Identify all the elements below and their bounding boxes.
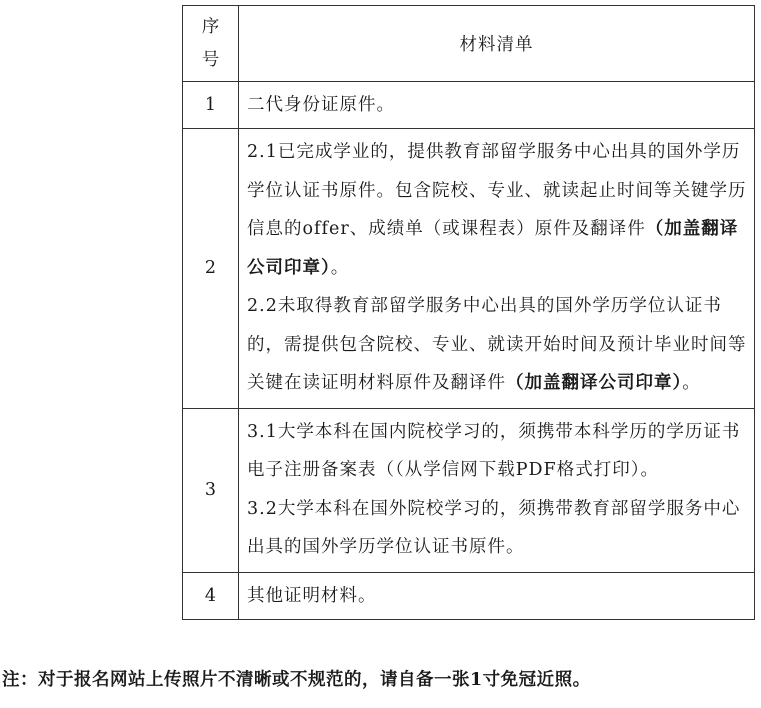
- material-text-end: 。: [682, 373, 701, 393]
- header-serial-line2: 号: [201, 49, 220, 70]
- material-item-3-1: 3.1大学本科在国内院校学习的，须携带本科学历的学历证书电子注册备案表（（从学信网下载PDF格式打印）。: [247, 421, 741, 480]
- row-number: 3: [183, 408, 239, 572]
- header-serial-number: [183, 6, 239, 82]
- material-text: 2.2未取得教育部留学服务中心出具的国外学历学位认证书的，需提供包含院校、专业、就读开始时间及预计毕业时间等关键在读证明材料原件及翻译件: [247, 296, 747, 393]
- row-material: 其他证明材料。: [239, 572, 755, 619]
- material-emphasis: （加盖翻译公司印章）: [506, 373, 683, 393]
- row-number: 2: [183, 129, 239, 409]
- row-material: [239, 408, 755, 572]
- material-item-3-2: 3.2大学本科在国外院校学习的，须携带教育部留学服务中心出具的国外学历学位认证书原件。: [247, 498, 741, 557]
- materials-table: [182, 5, 755, 620]
- material-item-2-1: [247, 133, 748, 287]
- table-row: [183, 408, 755, 572]
- material-emphasis: （加盖翻译公司印章）: [247, 219, 739, 278]
- table-row: [183, 129, 755, 409]
- table-header-row: [183, 6, 755, 82]
- material-text: 2.1已完成学业的，提供教育部留学服务中心出具的国外学历学位认证书原件。包含院校、专业、就读起止时间等关键学历信息的offer、成绩单（或课程表）原件及翻译件: [247, 142, 747, 239]
- header-material-list: 材料清单: [239, 6, 755, 82]
- material-text-end: 。: [330, 257, 350, 278]
- row-material: [239, 129, 755, 409]
- header-serial-line1: 序: [201, 16, 220, 37]
- row-number: 1: [183, 82, 239, 129]
- table-row: [183, 82, 755, 129]
- row-material: 二代身份证原件。: [239, 82, 755, 129]
- material-item-2-2: [247, 287, 748, 403]
- footnote: 注：对于报名网站上传照片不清晰或不规范的，请自备一张1寸免冠近照。: [2, 670, 591, 690]
- table-row: [183, 572, 755, 619]
- row-number: 4: [183, 572, 239, 619]
